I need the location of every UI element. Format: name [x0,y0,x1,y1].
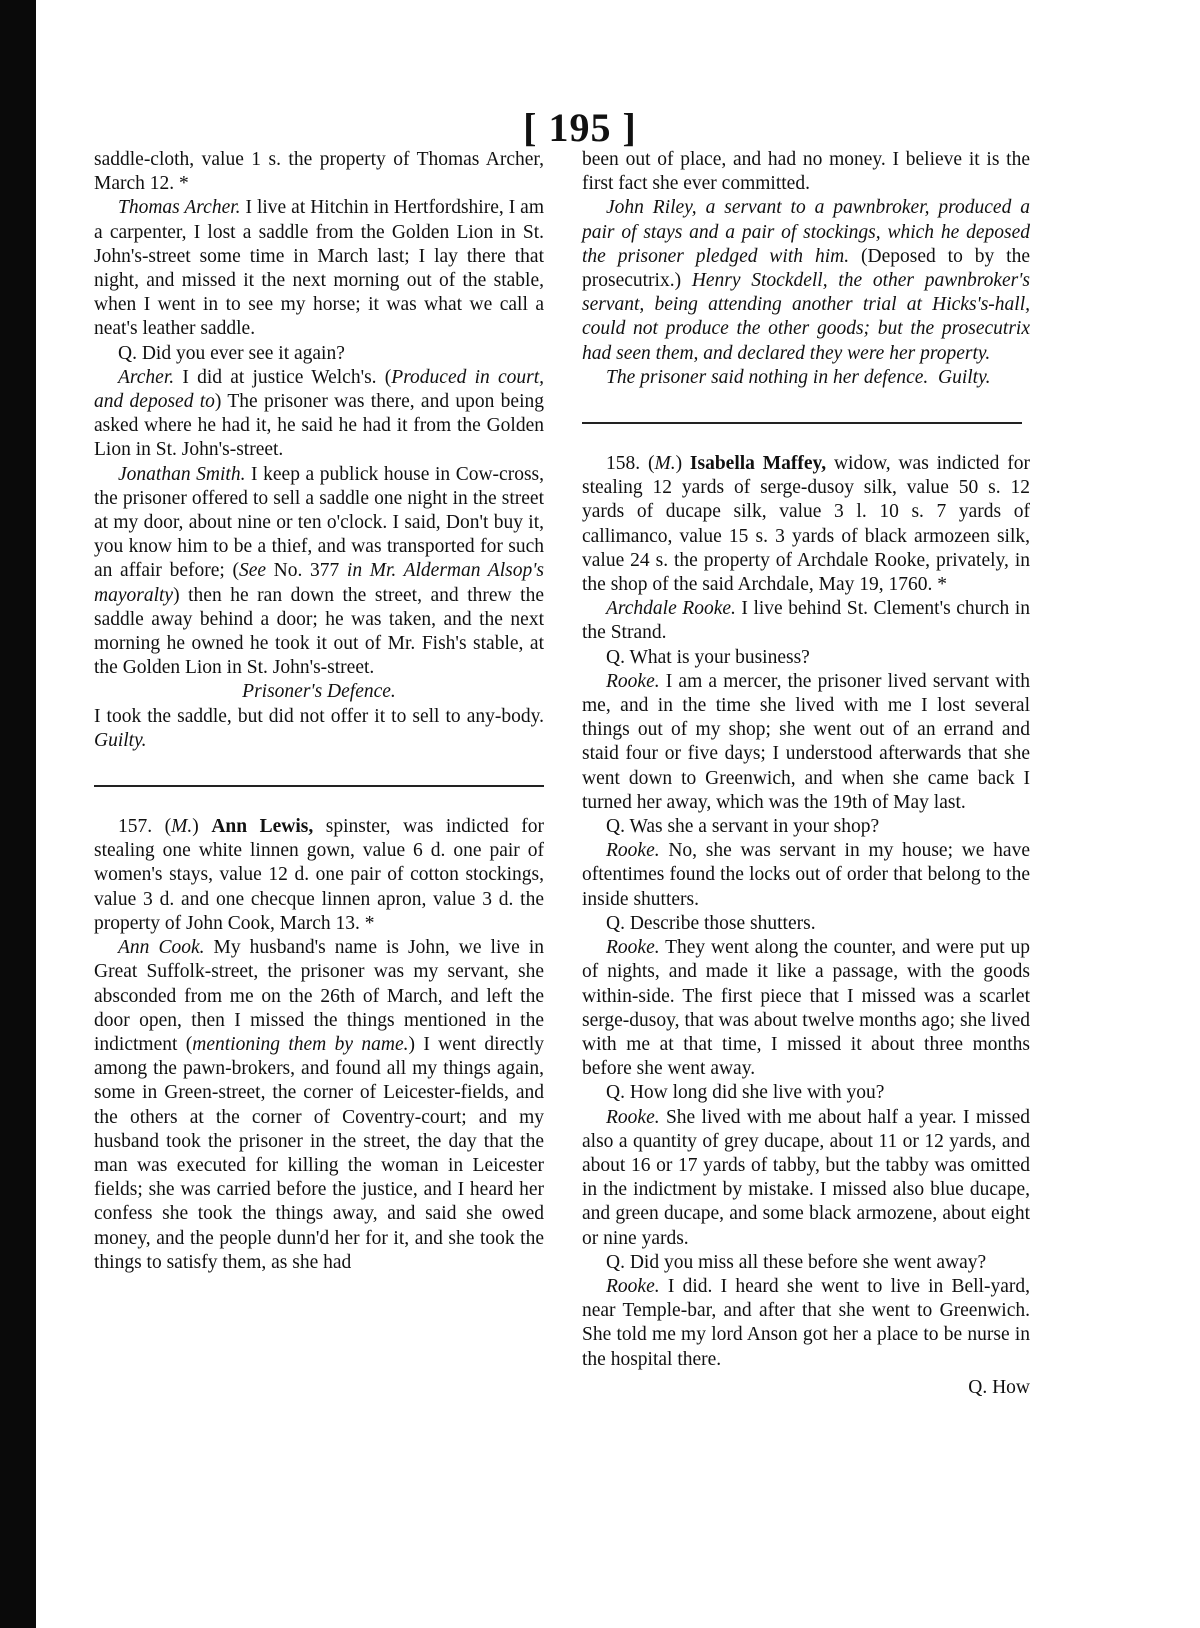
left-column [94,148,544,1275]
paragraph-text: I live behind St. Clement's church in the Strand. [582,598,1030,644]
paragraph-text: No. 377 [266,560,347,582]
italic-note: Henry Stockdell, the other pawnbroker's servant, being attending another trial at Hicks's-hall, could not produce the other goods; but the prosecutrix had seen them, and declared they were her property. [582,270,1030,364]
speaker-name: Thomas Archer. [118,197,241,219]
speaker-name: Rooke. [606,1106,660,1128]
speaker-name: Archer. [118,366,175,388]
paragraph-text: Q. Did you miss all these before she went away? [606,1251,987,1273]
paragraph-text: I did at justice Welch's. ( [174,366,392,388]
paragraph [94,148,544,196]
paragraph [94,936,544,1275]
section-divider [582,422,1022,424]
paragraph-text: My husband's name is John, we live in Great Suffolk-street, the prisoner was my servant, she absconded from me on the 26th of March, and left the door open, then I missed the things mentioned in the indictment ( [94,937,544,1055]
paragraph-text: I live at Hitchin in Hertfordshire, I am a carpenter, I lost a saddle from the Golden Lion in St. John's-street some time in March last; I lay there that night, and missed it the next morning out of the stable, when I went in to see my horse; it was what we call a neat's leather saddle. [94,197,544,340]
paragraph [94,196,544,341]
italic-note: The prisoner said nothing in her defence. [606,366,929,388]
paragraph-text: ) then he ran down the street, and threw the saddle away behind a door; he was taken, and the next morning he owned he took it out of Mr. Fish's stable, at the Golden Lion in St. John's-street. [94,584,544,679]
book-spine-shadow [0,0,36,1628]
paragraph-text: ) I went directly among the pawn-brokers, and found all my things again, some in Green-street, the corner of Leicester-fields, and the others at the corner of Coventry-court; and my husband took the prisoner in the street, the day that the man was executed for killing the woman in Leicester fields; she was carried before the justice, and I heard her confess she took the things away, and said she owed money, and the people dunn'd her for it, and she took the things to satisfy them, as she had [94,1033,544,1273]
speaker-name: Archdale Rooke. [606,598,736,620]
case-number: 157. ( [118,816,172,838]
paragraph-text: I am a mercer, the prisoner lived servant with me, and in the time she lived with me I lost several things out of my shop; she went out of an errand and staid four or five days; I understood afterwards that she went down to Greenwich, and when she came back I turned her away, which was the 19th of May last. [582,670,1030,813]
speaker-name: Ann Cook. [118,937,205,959]
court-code: M. [171,816,193,838]
speaker-name: Rooke. [606,937,660,959]
paragraph-text: No, she was servant in my house; we have oftentimes found the locks out of order that belong to the inside shutters. [582,840,1030,910]
paragraph-text: I did. I heard she went to live in Bell-yard, near Temple-bar, and after that she went to Greenwich. She told me my lord Anson got her a place to be nurse in the hospital there. [582,1275,1030,1370]
paragraph [582,670,1030,815]
paragraph [94,463,544,681]
question [582,1251,1030,1275]
speaker-name: Rooke. [606,670,660,692]
italic-note: See [238,560,266,582]
paragraph-text: ) The prisoner was there, and upon being asked where he had it, he said he had it from the Golden Lion in St. John's-street. [94,391,544,461]
section-heading: Prisoner's Defence. [242,681,396,703]
italic-note: Produced in court, and deposed to [94,366,545,413]
paragraph [582,366,1030,390]
speaker-name: Rooke. [606,840,660,862]
speaker-name: Jonathan Smith. [118,463,246,485]
paragraph-text: Q. How long did she live with you? [606,1082,885,1104]
defendant-name: Isabella Maffey, [689,453,827,475]
paragraph-text: spinster, was indicted for stealing one white linnen gown, value 6 d. one pair of women's stays, value 12 d. one pair of cotton stockings, value 3 d. and one checque linnen apron, value 3 d. the property of John Cook, March 13. * [94,816,544,934]
question [582,1081,1030,1105]
verdict: Guilty. [94,729,147,751]
case-number-close: ) [192,816,212,838]
paragraph [582,936,1030,1081]
speaker-name: Rooke. [606,1275,660,1297]
catchword: Q. How [968,1376,1030,1398]
paragraph [582,1275,1030,1372]
paragraph-text: Q. Describe those shutters. [606,912,816,934]
italic-note: in Mr. Alderman Alsop's mayoralty [94,560,544,606]
question [94,342,544,366]
paragraph-text: (Deposed to by the prosecutrix.) [582,245,1031,292]
paragraph-text: I took the saddle, but did not offer it to sell to any-body. [94,705,544,727]
paragraph [582,196,1030,365]
paragraph-text: been out of place, and had no money. I believe it is the first fact she ever committed. [582,149,1030,195]
paragraph-text: saddle-cloth, value 1 s. the property of Thomas Archer, March 12. * [94,149,544,195]
question [582,646,1030,670]
paragraph [582,839,1030,912]
case-entry [94,815,544,936]
paragraph [94,366,544,463]
case-entry [582,452,1030,597]
paragraph [582,597,1030,645]
paragraph-text: Q. Was she a servant in your shop? [606,816,880,838]
question [582,815,1030,839]
defendant-name: Ann Lewis, [211,816,314,838]
right-column [582,148,1030,1400]
paragraph-text: widow, was indicted for stealing 12 yards of serge-dusoy silk, value 50 s. 12 yards of ducape silk, value 3 l. 10 s. 7 yards of callimanco, value 15 s. 3 yards of black armozeen silk, value 24 s. the property of Archdale Rooke, privately, in the shop of the said Archdale, May 19, 1760. * [582,453,1030,596]
case-number-close: ) [675,453,690,475]
italic-note: mentioning them by name. [192,1033,409,1055]
paragraph [94,705,544,753]
italic-note: John Riley, a servant to a pawnbroker, produced a pair of stays and a pair of stockings, which he deposed the prisoner pledged with him. [582,197,1030,267]
court-code: M. [654,453,676,475]
paragraph-text: They went along the counter, and were put up of nights, and made it like a passage, with the goods within-side. The first piece that I missed was a scarlet serge-dusoy, that was about twelve months ago; she lived with me at that time, I missed it about three months before she went away. [582,937,1030,1080]
question [582,912,1030,936]
page-number: [ 195 ] [523,105,637,150]
section-divider [94,785,544,787]
verdict: Guilty. [938,366,991,388]
paragraph-text: Q. What is your business? [606,646,810,668]
paragraph-text: Q. Did you ever see it again? [118,342,345,364]
case-number: 158. ( [606,453,655,475]
paragraph [582,1106,1030,1251]
paragraph-text: I keep a publick house in Cow-cross, the prisoner offered to sell a saddle one night in the street at my door, about nine or ten o'clock. I said, Don't buy it, you know him to be a thief, and was transported for such an affair before; ( [94,463,544,582]
paragraph-text: She lived with me about half a year. I missed also a quantity of grey ducape, about 11 or 12 yards, and about 16 or 17 yards of tabby, but the tabby was omitted in the indictment by mistake. I missed also blue ducape, and green ducape, and some black armozene, about eight or nine yards. [582,1106,1030,1249]
paragraph [582,148,1030,196]
